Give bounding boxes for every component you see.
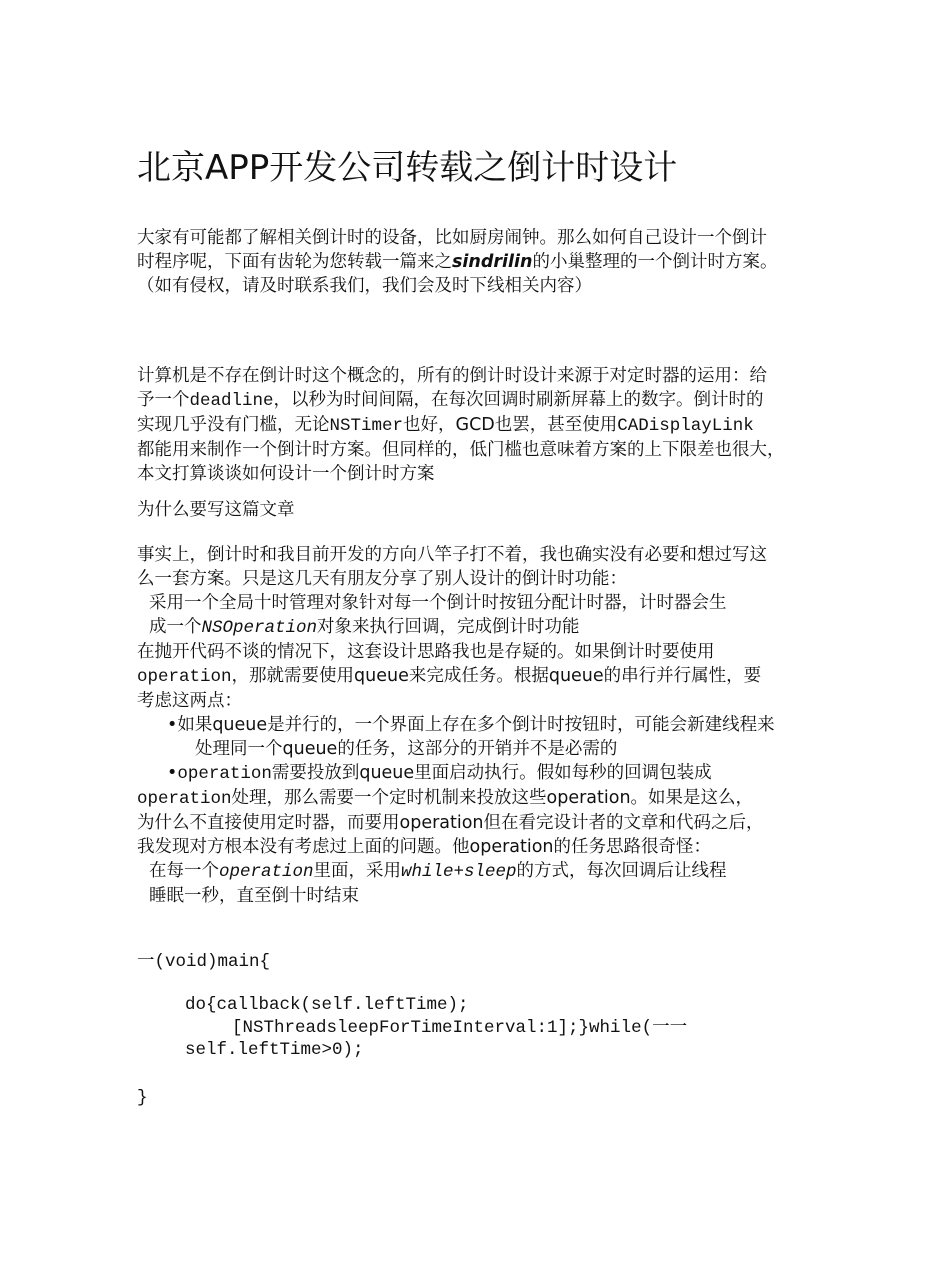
text-line: 么一套方案。只是这几天有朋友分享了别人设计的倒计时功能： xyxy=(137,569,627,589)
text-line: operation，那就需要使用queue来完成任务。根据queue的串行并行属性，要 xyxy=(137,666,762,687)
intro-line: 大家有可能都了解相关倒计时的设备，比如厨房闹钟。那么如何自己设计一个倒计 xyxy=(137,228,767,248)
code-block xyxy=(137,951,837,1108)
inline-code: operation xyxy=(137,667,232,687)
section-heading: 为什么要写这篇文章 xyxy=(137,500,295,520)
inline-code: operation xyxy=(177,764,272,784)
inline-code: operation xyxy=(219,862,314,882)
text-line: 予一个deadline，以秒为时间间隔，在每次回调时刷新屏幕上的数字。倒计时的 xyxy=(137,390,764,411)
inline-code: NSTimer xyxy=(329,416,404,436)
inline-code: deadline xyxy=(189,391,274,411)
page-title: 北京APP开发公司转载之倒计时设计 xyxy=(137,148,678,188)
text-line: 都能用来制作一个倒计时方案。但同样的，低门槛也意味着方案的上下限差也很大， xyxy=(137,440,785,460)
quote-line: 在每一个operation里面，采用while+sleep的方式，每次回调后让线程 xyxy=(149,861,727,882)
text-line: 实现几乎没有门槛，无论NSTimer也好，GCD也罢，甚至使用CADisplayLink xyxy=(137,415,754,436)
code-line: 一(void)main{ xyxy=(137,952,271,972)
bullet-item: •operation需要投放到queue里面启动执行。假如每秒的回调包装成 xyxy=(167,763,712,784)
section-paragraph xyxy=(137,543,827,908)
text-line: 计算机是不存在倒计时这个概念的，所有的倒计时设计来源于对定时器的运用：给 xyxy=(137,366,767,386)
code-line: do{callback(self.leftTime); xyxy=(185,995,469,1015)
intro-line: 时程序呢，下面有齿轮为您转载一篇来之sindrilin的小巢整理的一个倒计时方案。 xyxy=(137,252,778,272)
inline-code: CADisplayLink xyxy=(617,416,754,436)
inline-code: NSOperation xyxy=(201,618,318,638)
quote-line: 成一个NSOperation对象来执行回调，完成倒计时功能 xyxy=(149,617,580,638)
code-line: [NSThreadsleepForTimeInterval:1];}while(一一 xyxy=(232,1018,688,1038)
text-line: 在抛开代码不谈的情况下，这套设计思路我也是存疑的。如果倒计时要使用 xyxy=(137,642,715,662)
text-line: 事实上，倒计时和我目前开发的方向八竿子打不着，我也确实没有必要和想过写这 xyxy=(137,545,767,565)
text-line: 我发现对方根本没有考虑过上面的问题。他operation的任务思路很奇怪： xyxy=(137,837,712,857)
code-line: } xyxy=(137,1088,148,1108)
author-name: sindrilin xyxy=(452,252,533,272)
intro-line: （如有侵权，请及时联系我们，我们会及时下线相关内容） xyxy=(137,276,592,296)
text-line: 为什么不直接使用定时器，而要用operation但在看完设计者的文章和代码之后， xyxy=(137,813,764,833)
bullet-item-continuation: 处理同一个queue的任务，这部分的开销并不是必需的 xyxy=(195,739,618,759)
text-line: 本文打算谈谈如何设计一个倒计时方案 xyxy=(137,464,435,484)
bullet-item: •如果queue是并行的，一个界面上存在多个倒计时按钮时，可能会新建线程来 xyxy=(167,715,775,735)
quote-line: 采用一个全局十时管理对象针对每一个倒计时按钮分配计时器，计时器会生 xyxy=(149,593,727,613)
inline-code: while+sleep xyxy=(401,862,517,882)
text-line: operation处理，那么需要一个定时机制来投放这些operation。如果是这么， xyxy=(137,788,754,809)
text-line: 考虑这两点： xyxy=(137,691,242,711)
inline-code: operation xyxy=(137,789,232,809)
intro-paragraph xyxy=(137,226,827,298)
quote-line: 睡眠一秒，直至倒十时结束 xyxy=(149,886,359,906)
section-paragraph xyxy=(137,364,827,486)
code-line: self.leftTime>0); xyxy=(185,1040,364,1060)
